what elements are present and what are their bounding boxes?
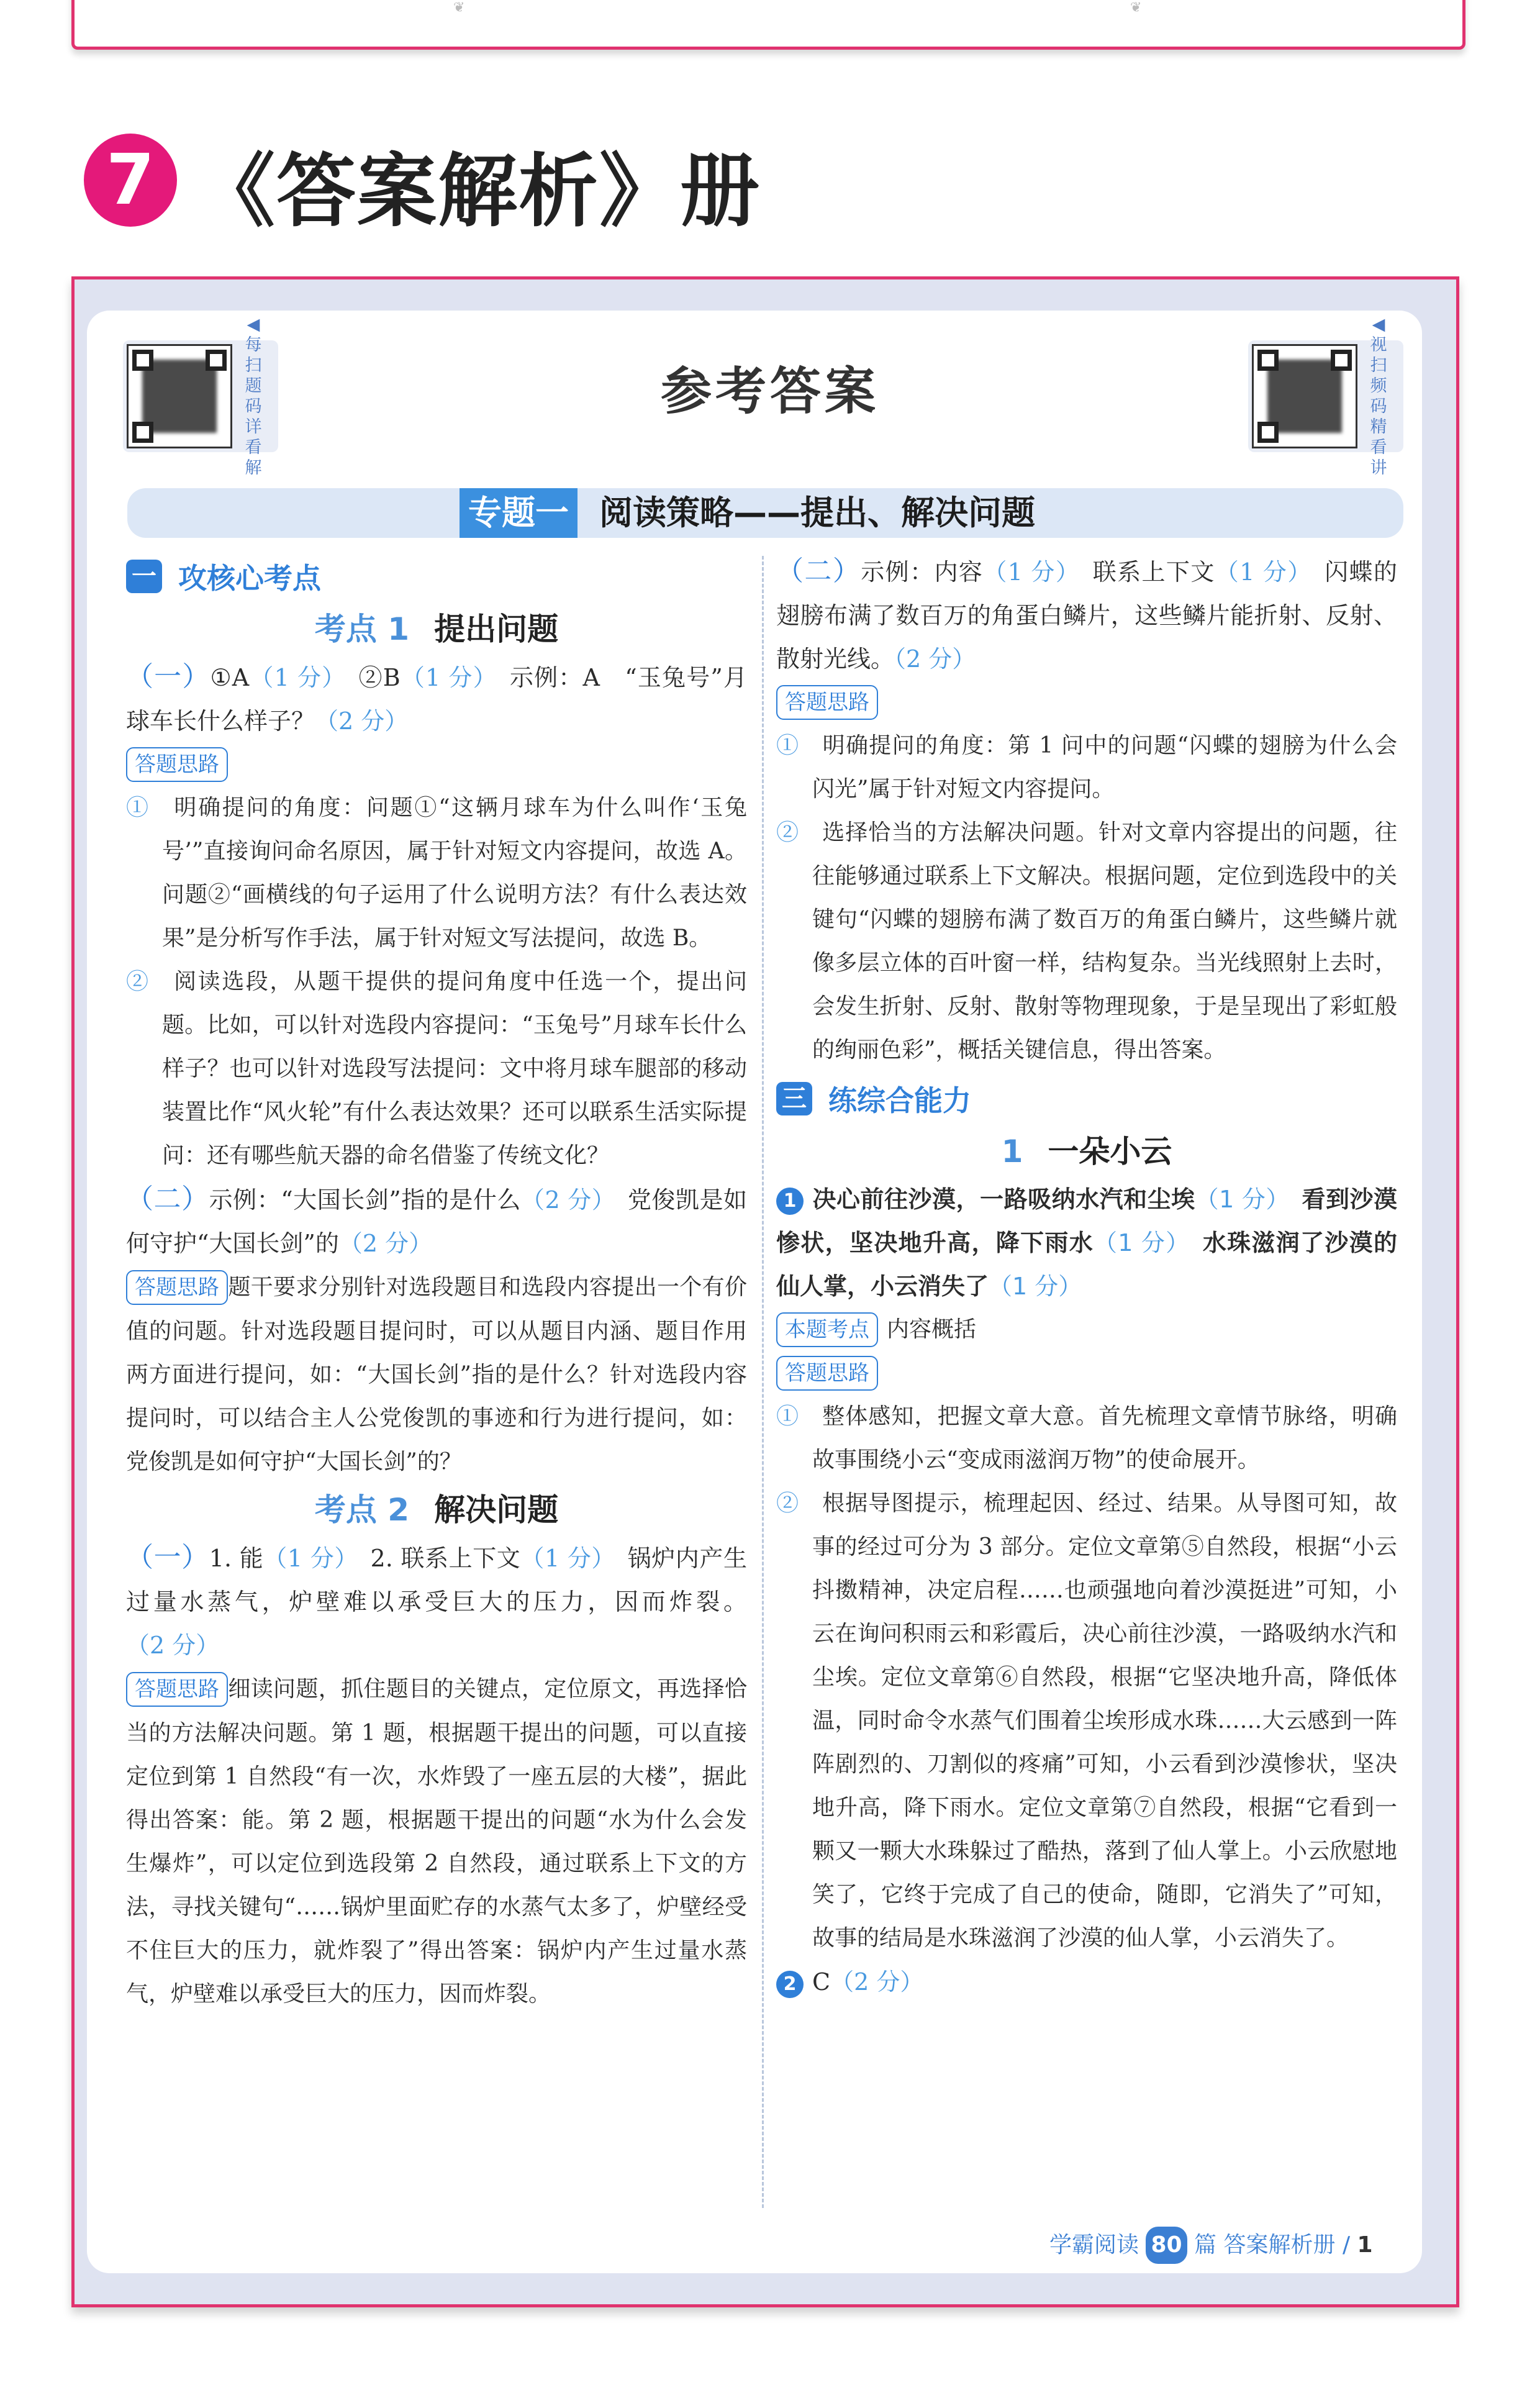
q1-explain-2: ② 阅读选段，从题干提供的提问角度中任选一个，提出问题。比如，可以针对选段内容提问：“玉兔号”月球车长什么样子？也可以针对选段写法提问：文中将月球车腿部的移动装置比作“风火轮”有什么表达效果？还可以联系生活实际提问：还有哪些航天器的命名借鉴了传统文化？ xyxy=(126,969,747,1168)
q2-answer: （二）示例：“大国长剑”指的是什么（2 分） 党俊凯是如何守护“大国长剑”的（2 分） xyxy=(126,1183,747,1257)
kaodian-2-heading xyxy=(126,1484,747,1536)
qr-right-label: ◀视扫频码精看讲 xyxy=(1370,315,1387,478)
key-point-badge: 本题考点 xyxy=(776,1312,878,1347)
story-heading xyxy=(776,1125,1397,1178)
kaodian-title: 解决问题 xyxy=(434,1492,559,1528)
topic-tag: 专题一 xyxy=(460,488,578,538)
answer-thinking-badge: 答题思路 xyxy=(126,1672,228,1707)
q2-explain: 答题思路 题干要求分别针对选段题目和选段内容提出一个有价值的问题。针对选段题目提问时，可以从题目内涵、题目作用两方面进行提问，如：“大国长剑”指的是什么？针对选段内容提问时，可以结合主人公党俊凯的事迹和行为进行提问，如：党俊凯是如何守护“大国长剑”的？ xyxy=(126,1265,747,1484)
section-heading-core xyxy=(126,550,747,603)
answer-thinking-badge: 答题思路 xyxy=(776,1356,878,1391)
left-column xyxy=(126,550,747,2016)
q3-explain: 答题思路 细读问题，抓住题目的关键点，定位原文，再选择恰当的方法解决问题。第 1 题，根据题干提出的问题，可以直接定位到第 1 自然段“有一次，水炸毁了一座五层的大楼”，据此得出答案：能。第 2 题，根据题干提出的问题“水为什么会发生爆炸”，可以定位到选段第 2 自然段，通过联系上下文的方法，寻找关键句“……锅炉里面贮存的水蒸气太多了，炉壁经受不住巨大的压力，就炸裂了”得出答案：锅炉内产生过量水蒸气，炉壁难以承受巨大的压力，因而炸裂。 xyxy=(126,1667,747,2016)
ornament-icon: ❦ xyxy=(1130,0,1142,16)
column-divider xyxy=(762,556,764,2208)
right-column xyxy=(776,550,1397,2004)
page-number: 1 xyxy=(1357,2232,1373,2258)
question-number-badge: 1 xyxy=(776,1188,804,1215)
story-number: 1 xyxy=(1001,1133,1023,1170)
q1-answer: （一）①A（1 分） ②B（1 分） 示例：A “玉兔号”月球车长什么样子？（2 分） xyxy=(126,661,747,735)
brand-name: 学霸阅读 xyxy=(1049,2232,1139,2258)
section-title: 《答案解析》册 xyxy=(196,145,761,238)
kaodian-1-heading xyxy=(126,603,747,655)
q1-explain-1: ① 明确提问的角度：问题①“这辆月球车为什么叫作‘玉兔号’”直接询问命名原因，属于针对短文内容提问，故选 A。问题②“画横线的句子运用了什么说明方法？有什么表达效果”是分析写作手法，属于针对短文写法提问，故选 B。 xyxy=(126,795,747,951)
q4-explain-2: ② 选择恰当的方法解决问题。针对文章内容提出的问题，往往能够通过联系上下文解决。根据问题，定位到选段中的关键句“闪蝶的翅膀布满了数百万的角蛋白鳞片，这些鳞片就像多层立体的百叶窗一样，结构复杂。当光线照射上去时，会发生折射、反射、散射等物理现象，于是呈现出了彩虹般的绚丽色彩”，概括关键信息，得出答案。 xyxy=(776,820,1397,1063)
kaodian-label: 考点 2 xyxy=(314,1492,410,1528)
q4-answer: （二）示例：内容（1 分） 联系上下文（1 分） 闪蝶的翅膀布满了数百万的角蛋白鳞片，这些鳞片能折射、反射、散射光线。（2 分） xyxy=(776,555,1397,673)
section-title-core: 攻核心考点 xyxy=(178,561,321,595)
question-number-badge: 2 xyxy=(776,1971,804,1998)
section-title-practice: 练综合能力 xyxy=(828,1084,971,1117)
page-footer xyxy=(1049,2227,1373,2264)
brand-badge: 80 xyxy=(1146,2227,1187,2264)
section-icon: 三 xyxy=(776,1082,812,1115)
qr-left-label: ◀每扫题码详看解 xyxy=(245,315,262,478)
q4-explain-1: ① 明确提问的角度：第 1 问中的问题“闪蝶的翅膀为什么会闪光”属于针对短文内容提问。 xyxy=(776,733,1397,802)
answer-thinking-badge: 答题思路 xyxy=(126,747,228,782)
section-heading-practice xyxy=(776,1072,1397,1125)
kaodian-label: 考点 1 xyxy=(314,611,410,647)
a1-explain-2: ② 根据导图提示，梳理起因、经过、结果。从导图可知，故事的经过可分为 3 部分。定位文章第⑤自然段，根据“小云抖擞精神，决定启程……也顽强地向着沙漠挺进”可知，小云在询问积雨云和彩霞后，决心前往沙漠，一路吸纳水汽和尘埃。定位文章第⑥自然段，根据“它坚决地升高，降低体温，同时命令水蒸气们围着尘埃形成水珠……大云感到一阵阵剧烈的、刀割似的疼痛”可知，小云看到沙漠惨状，坚决地升高，降下雨水。定位文章第⑦自然段，根据“它看到一颗又一颗大水珠躲过了酷热，落到了仙人掌上。小云欣慰地笑了，它终于完成了自己的使命，随即，它消失了”可知，故事的结局是水珠滋润了沙漠的仙人掌，小云消失了。 xyxy=(776,1491,1397,1951)
previous-page-frame xyxy=(71,0,1465,50)
key-point-row xyxy=(776,1308,1397,1352)
brand-unit: 篇 xyxy=(1194,2232,1217,2258)
answer-thinking-badge: 答题思路 xyxy=(126,1270,228,1305)
section-number-badge: 7 xyxy=(84,134,177,227)
q3-answer: （一）1. 能（1 分） 2. 联系上下文（1 分） 锅炉内产生过量水蒸气，炉壁难以承受巨大的压力，因而炸裂。（2 分） xyxy=(126,1542,747,1659)
a2-answer: 2 C（2 分） xyxy=(776,1960,1397,2004)
a1-answer: 1 决心前往沙漠，一路吸纳水汽和尘埃（1 分） 看到沙漠惨状，坚决地升高，降下雨水（1 分） 水珠滋润了沙漠的仙人掌，小云消失了（1 分） xyxy=(776,1186,1397,1300)
a1-explain-1: ① 整体感知，把握文章大意。首先梳理文章情节脉络，明确故事围绕小云“变成雨滋润万物”的使命展开。 xyxy=(776,1404,1397,1473)
kaodian-title: 提出问题 xyxy=(434,611,559,647)
page-title: 参考答案 xyxy=(660,362,879,421)
ornament-icon: ❦ xyxy=(453,0,465,16)
book-name: 答案解析册 / xyxy=(1223,2232,1351,2258)
story-title: 一朵小云 xyxy=(1048,1133,1172,1170)
key-point-value: 内容概括 xyxy=(887,1317,977,1342)
section-icon: 一 xyxy=(126,560,162,593)
answer-thinking-badge: 答题思路 xyxy=(776,685,878,720)
topic-title: 阅读策略——提出、解决问题 xyxy=(599,493,1035,532)
